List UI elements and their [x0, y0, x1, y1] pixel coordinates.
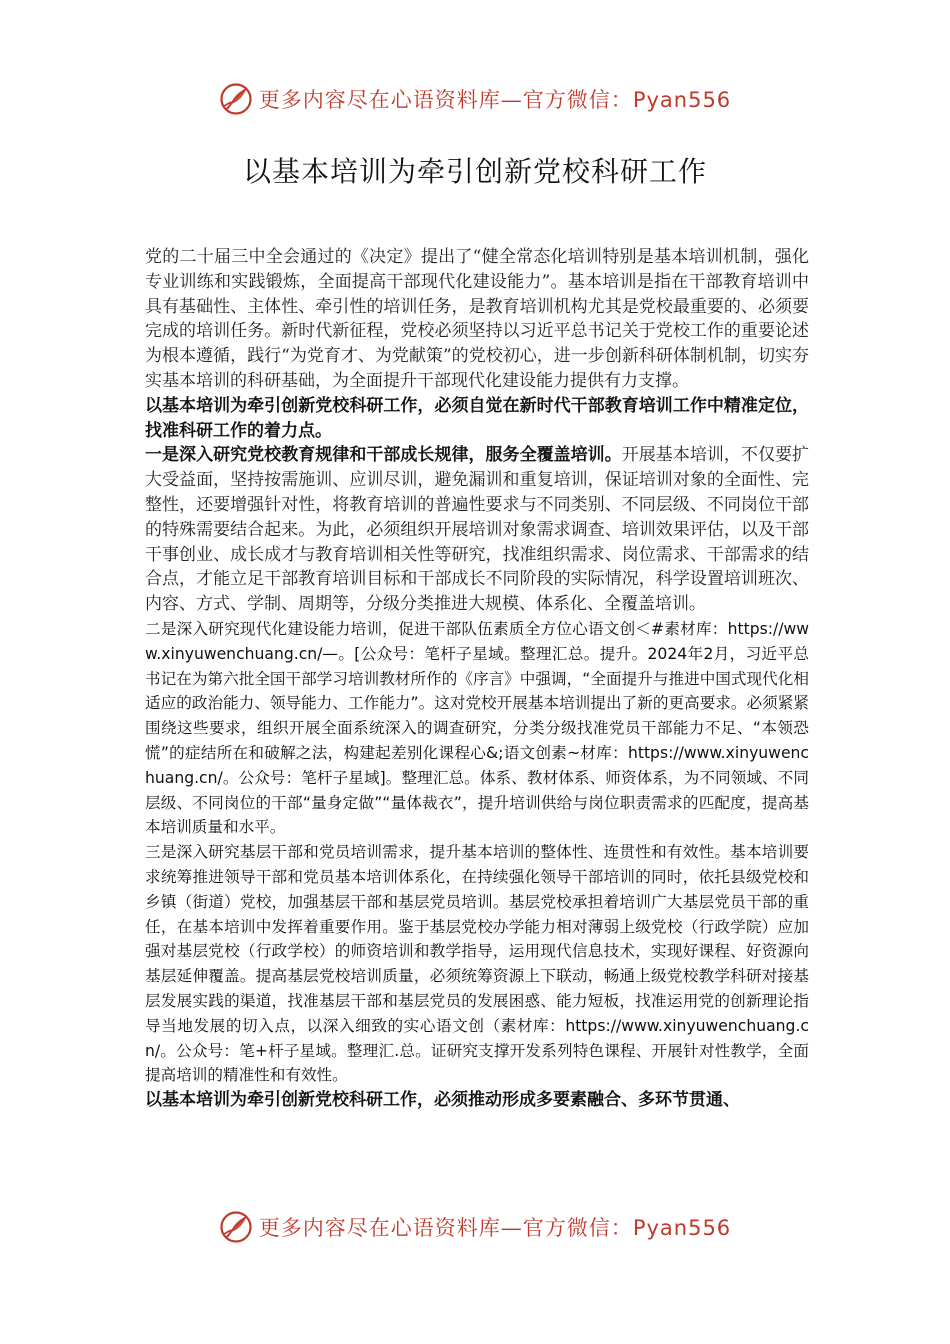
paragraph-point-2: 二是深入研究现代化建设能力培训，促进干部队伍素质全方位心语文创＜#素材库：https://www.xinyuwenchuang.cn/—。[公众号：笔杆子星域。整理汇总。提升。2024年2月，习近平总书记在为第六批全国干部学习培训教材所作的《序言》中强调，“全面提升与推进中国式现代化相适应的政治能力、领导能力、工作能力”。这对党校开展基本培训提出了新的更高要求。必须紧紧围绕这些要求，组织开展全面系统深入的调查研究，分类分级找准党员干部能力不足、“本领恐慌”的症结所在和破解之法，构建起差别化课程心&;语文创素~材库：https://www.xinyuwenchuang.cn/。公众号：笔杆子星域]。整理汇总。体系、教材体系、师资体系，为不同领域、不同层级、不同岗位的干部“量身定做”“量体裁衣”，提升培训供给与岗位职责需求的匹配度，提高基本培训质量和水平。	[145, 619, 809, 837]
header-banner	[0, 82, 950, 116]
paragraph-intro: 党的二十届三中全会通过的《决定》提出了“健全常态化培训特别是基本培训机制，强化专业训练和实践锻炼，全面提高干部现代化建设能力”。基本培训是指在干部教育培训中具有基础性、主体性、牵引性的培训任务，是教育培训机构尤其是党校最重要的、必须要完成的培训任务。新时代新征程，党校必须坚持以习近平总书记关于党校工作的重要论述为根本遵循，践行“为党育才、为党献策”的党校初心，进一步创新科研体制机制，切实夯实基本培训的科研基础，为全面提升干部现代化建设能力提供有力支撑。	[145, 247, 809, 391]
header-banner-wechat-id: Pyan556	[632, 88, 732, 112]
point-1-lead: 一是深入研究党校教育规律和干部成长规律，服务全覆盖培训。	[145, 445, 622, 466]
paragraph-thesis-1: 以基本培训为牵引创新党校科研工作，必须自觉在新时代干部教育培训工作中精准定位，找准科研工作的着力点。	[145, 395, 809, 441]
paragraph-point-3: 三是深入研究基层干部和党员培训需求，提升基本培训的整体性、连贯性和有效性。基本培训要求统筹推进领导干部和党员基本培训体系化，在持续强化领导干部培训的同时，依托县级党校和乡镇（街道）党校，加强基层干部和基层党员培训。基层党校承担着培训广大基层党员干部的重任，在基本培训中发挥着重要作用。鉴于基层党校办学能力相对薄弱上级党校（行政学院）应加强对基层党校（行政学校）的师资培训和教学指导，运用现代信息技术，实现好课程、好资源向基层延伸覆盖。提高基层党校培训质量，必须统筹资源上下联动，畅通上级党校教学科研对接基层发展实践的渠道，找准基层干部和基层党员的发展困惑、能力短板，找准运用党的创新理论指导当地发展的切入点，以深入细致的实心语文创（素材库：https://www.xinyuwenchuang.cn/。公众号：笔+杆子星域。整理汇.总。证研究支撑开发系列特色课程、开展针对性教学，全面提高培训的精准性和有效性。	[145, 843, 809, 1085]
paragraph-point-1	[145, 443, 809, 617]
page-title: 以基本培训为牵引创新党校科研工作	[242, 155, 707, 188]
feather-logo-icon	[219, 82, 253, 116]
article-body	[145, 245, 809, 1113]
header-banner-text	[259, 84, 731, 114]
header-banner-label: 更多内容尽在心语资料库—官方微信：	[258, 88, 633, 112]
paragraph-thesis-2: 以基本培训为牵引创新党校科研工作，必须推动形成多要素融合、多环节贯通、	[145, 1090, 740, 1111]
footer-banner-text	[259, 1212, 731, 1242]
footer-banner	[0, 1210, 950, 1244]
footer-banner-wechat-id: Pyan556	[632, 1216, 732, 1240]
feather-logo-icon	[219, 1210, 253, 1244]
footer-banner-label: 更多内容尽在心语资料库—官方微信：	[258, 1216, 633, 1240]
point-1-body: 开展基本培训，不仅要扩大受益面，坚持按需施训、应训尽训，避免漏训和重复培训，保证培训对象的全面性、完整性，还要增强针对性，将教育培训的普遍性要求与不同类别、不同层级、不同岗位干部的特殊需要结合起来。为此，必须组织开展培训对象需求调查、培训效果评估，以及干部干事创业、成长成才与教育培训相关性等研究，找准组织需求、岗位需求、干部需求的结合点，才能立足干部教育培训目标和干部成长不同阶段的实际情况，科学设置培训班次、内容、方式、学制、周期等，分级分类推进大规模、体系化、全覆盖培训。	[145, 445, 810, 615]
